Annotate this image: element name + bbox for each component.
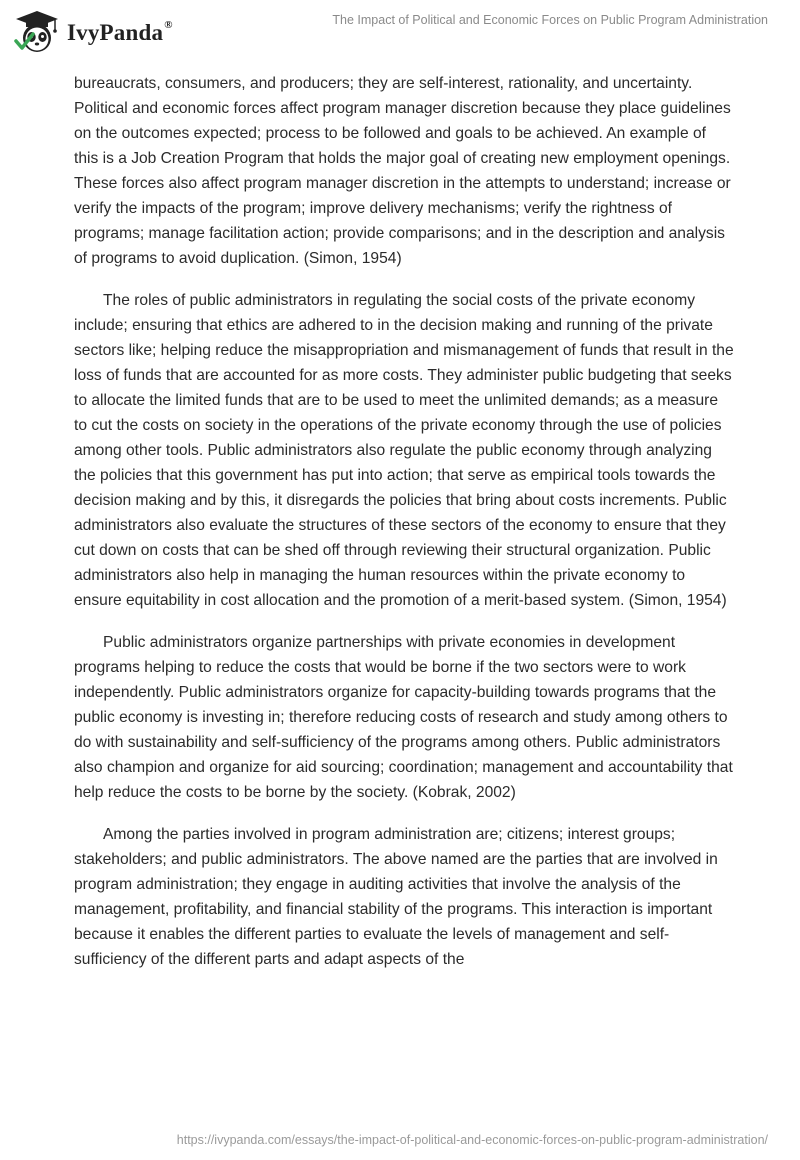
paragraph: Public administrators organize partnerships with private economies in development programs helping to reduce the costs that would be borne if the two sectors were to work independently. Public administrators organize for capacity-building towards programs that the public economy is investing in; therefore reducing costs of research and study among others to do with sustainability and self-sufficiency of the programs among others. Public administrators also champion and organize for aid sourcing; coordination; management and accountability that help reduce the costs to be borne by the society. (Kobrak, 2002) bbox=[74, 634, 733, 801]
brand-name: IvyPanda® bbox=[67, 19, 173, 45]
panda-graduate-icon bbox=[13, 8, 61, 56]
essay-body bbox=[74, 71, 734, 989]
paragraph: bureaucrats, consumers, and producers; they are self-interest, rationality, and uncertainty. Political and economic forces affect program manager discretion because they place guidelines on the outcomes expected; process to be followed and goals to be achieved. An example of this is a Job Creation Program that holds the major goal of creating new employment openings. These forces also affect program manager discretion in the attempts to understand; increase or verify the impacts of the program; improve delivery mechanisms; verify the rightness of programs; manage facilitation action; provide comparisons; and in the description and analysis of programs to avoid duplication. (Simon, 1954) bbox=[74, 75, 731, 267]
paragraph: Among the parties involved in program administration are; citizens; interest groups; stakeholders; and public administrators. The above named are the parties that are involved in program administration; they engage in auditing activities that involve the analysis of the management, profitability, and financial stability of the programs. This interaction is important because it enables the different parties to evaluate the levels of management and self-sufficiency of the different parts and adapt aspects of the bbox=[74, 826, 718, 968]
document-title: The Impact of Political and Economic Forces on Public Program Administration bbox=[332, 13, 768, 27]
source-url[interactable]: https://ivypanda.com/essays/the-impact-of-political-and-economic-forces-on-public-program-administration/ bbox=[176, 1133, 768, 1147]
paragraph: The roles of public administrators in regulating the social costs of the private economy include; ensuring that ethics are adhered to in the decision making and running of the private sectors like; helping reduce the misappropriation and mismanagement of funds that result in the loss of funds that are accounted for as more costs. They administer public budgeting that seeks to allocate the limited funds that are to be used to meet the unlimited demands; as a measure to cut the costs on society in the operations of the private economy through the use of policies among other tools. Public administrators also regulate the public economy through analyzing the policies that this government has put into action; that serve as empirical tools towards the decision making and by this, it disregards the policies that bring about costs increments. Public administrators also evaluate the structures of these sectors of the economy to ensure that they cut down on costs that can be shed off through reviewing their structural organization. Public administrators also help in managing the human resources within the private economy to ensure equitability in cost allocation and the promotion of a merit-based system. (Simon, 1954) bbox=[74, 292, 734, 609]
page-header bbox=[0, 0, 800, 60]
registered-mark: ® bbox=[164, 19, 173, 32]
brand-logo[interactable] bbox=[13, 8, 173, 56]
